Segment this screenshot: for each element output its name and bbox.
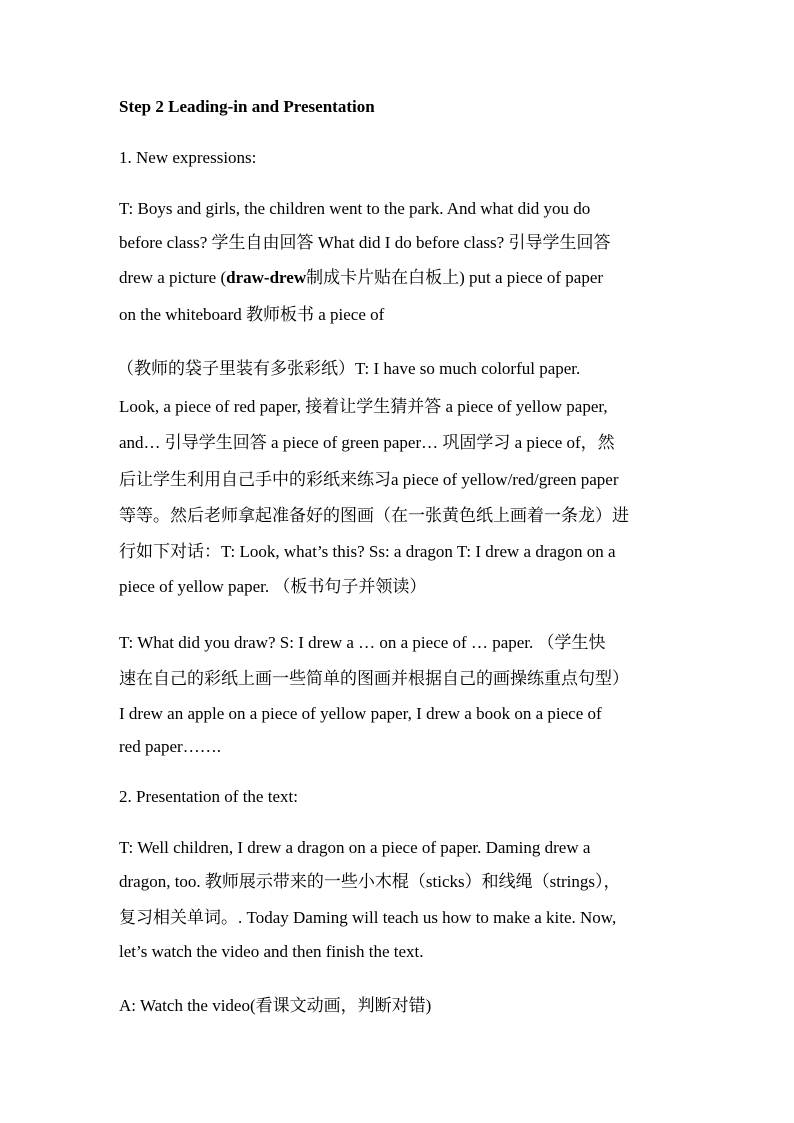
text-line bbox=[119, 268, 603, 288]
bold-term: draw-drew bbox=[226, 268, 307, 287]
text-line: 行如下对话：T: Look, what’s this? Ss: a dragon T: I drew a dragon on a bbox=[119, 542, 616, 561]
text-line: dragon, too. 教师展示带来的一些小木棍（sticks）和线绳（strings）， bbox=[119, 872, 621, 891]
text-line: 后让学生利用自己手中的彩纸来练习a piece of yellow/red/green paper bbox=[119, 470, 619, 489]
subsection-title-new-expressions: 1. New expressions: bbox=[119, 148, 257, 167]
text-line: on the whiteboard 教师板书 a piece of bbox=[119, 305, 385, 324]
text-line: 速在自己的彩纸上画一些简单的图画并根据自己的画操练重点句型） bbox=[119, 669, 629, 688]
text-line: T: What did you draw? S: I drew a … on a piece of … paper. （学生快 bbox=[119, 633, 606, 652]
text-span: drew a picture ( bbox=[119, 268, 227, 287]
text-line: （教师的袋子里装有多张彩纸）T: I have so much colorful paper. bbox=[117, 359, 581, 378]
text-line: let’s watch the video and then finish the text. bbox=[119, 942, 424, 961]
text-line: and… 引导学生回答 a piece of green paper… 巩固学习 a piece of，然 bbox=[119, 433, 615, 452]
subsection-title-presentation: 2. Presentation of the text: bbox=[119, 787, 298, 806]
text-line: Look, a piece of red paper, 接着让学生猜并答 a piece of yellow paper, bbox=[119, 397, 608, 416]
text-line: T: Boys and girls, the children went to the park. And what did you do bbox=[119, 199, 591, 218]
activity-watch-video: A: Watch the video(看课文动画，判断对错) bbox=[119, 996, 432, 1015]
text-span: 制成卡片贴在白板上) put a piece of paper bbox=[306, 268, 604, 287]
section-heading: Step 2 Leading-in and Presentation bbox=[119, 97, 375, 116]
text-line: piece of yellow paper. （板书句子并领读） bbox=[119, 577, 427, 596]
text-line: before class? 学生自由回答 What did I do before class? 引导学生回答 bbox=[119, 233, 611, 252]
text-line: T: Well children, I drew a dragon on a piece of paper. Daming drew a bbox=[119, 838, 591, 857]
text-line: I drew an apple on a piece of yellow paper, I drew a book on a piece of bbox=[119, 704, 602, 723]
text-line: 等等。然后老师拿起准备好的图画（在一张黄色纸上画着一条龙）进 bbox=[119, 506, 629, 525]
text-line: 复习相关单词。. Today Daming will teach us how to make a kite. Now, bbox=[119, 908, 617, 927]
text-line: red paper……. bbox=[119, 737, 221, 756]
